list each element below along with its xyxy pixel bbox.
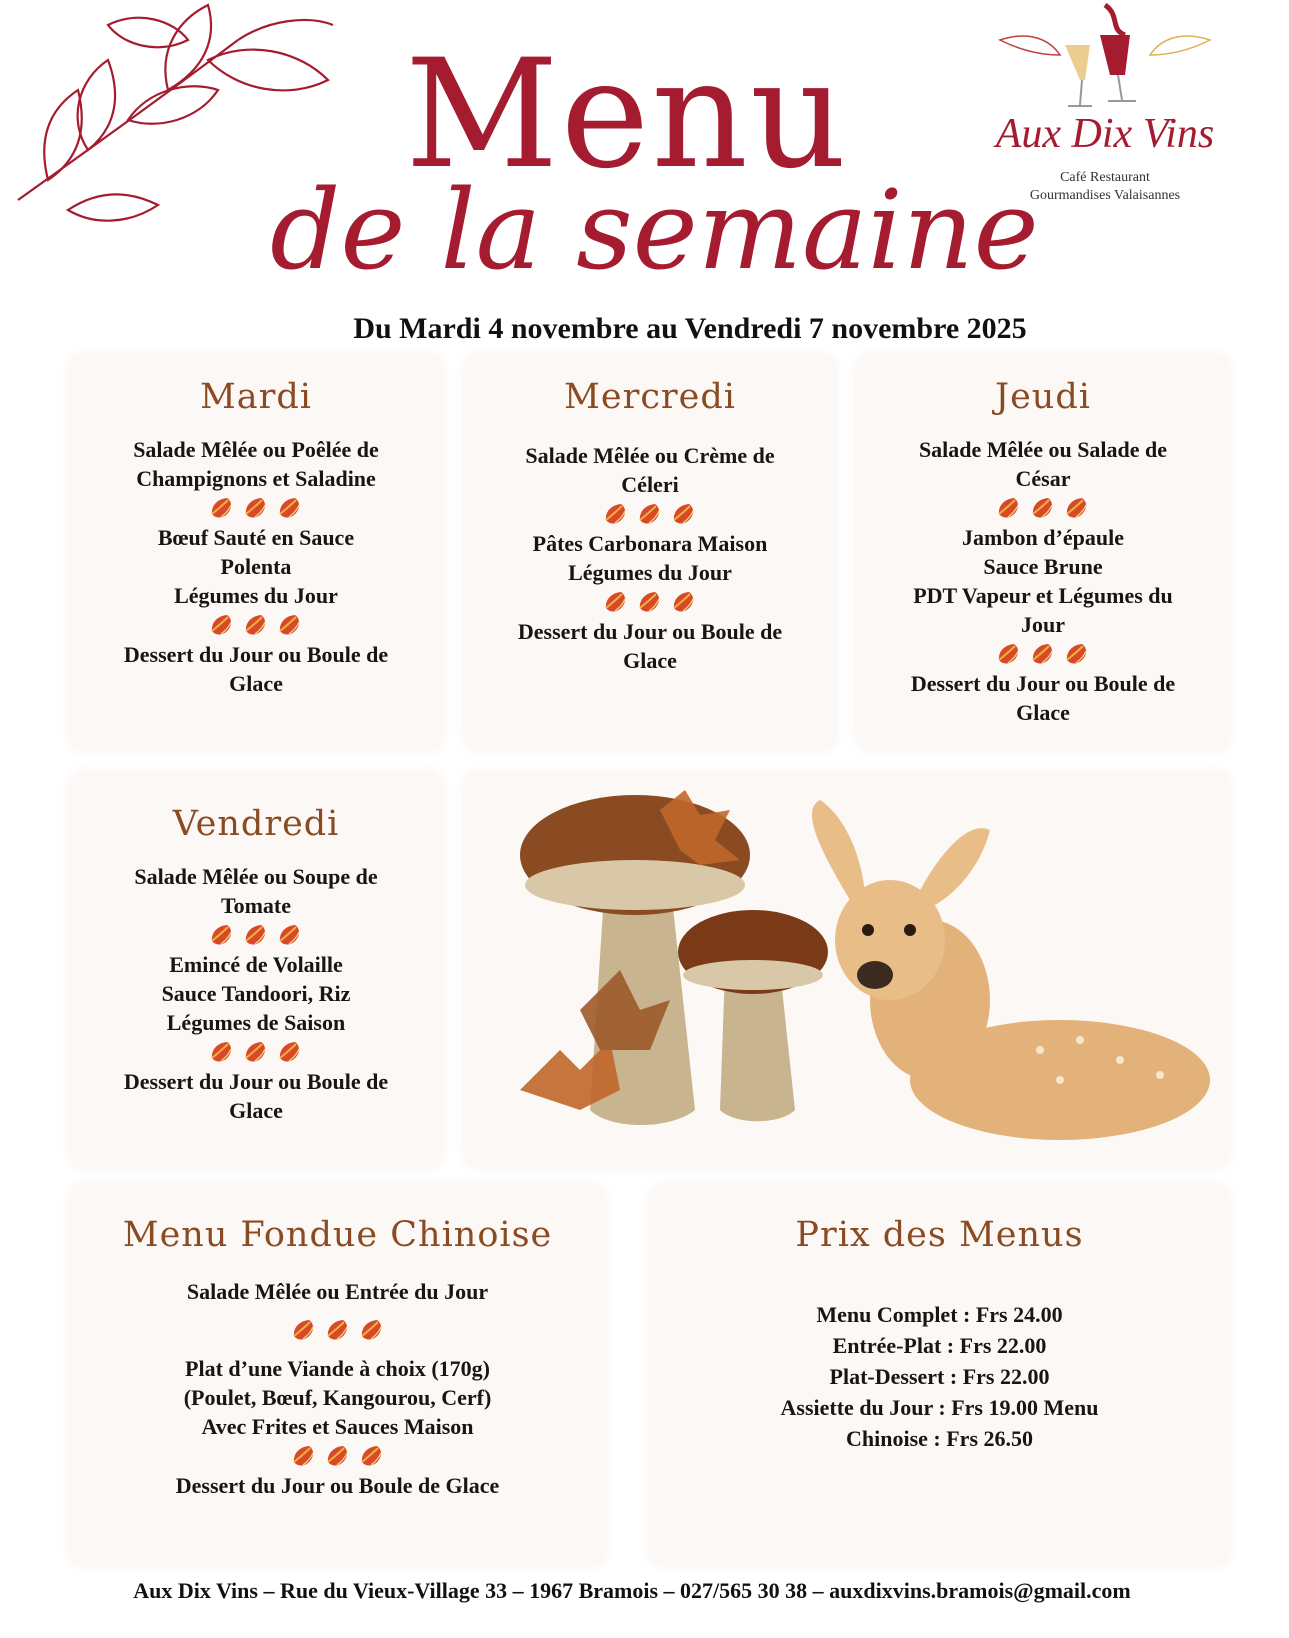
day-card-jeudi bbox=[857, 355, 1229, 750]
price-line: Menu Complet : Frs 24.00 bbox=[816, 1302, 1063, 1327]
autumn-leaf-icon bbox=[603, 502, 629, 526]
leaf-separator bbox=[465, 499, 835, 529]
leaf-separator bbox=[70, 1441, 605, 1471]
price-line: Chinoise : Frs 26.50 bbox=[846, 1426, 1033, 1451]
autumn-leaf-icon bbox=[637, 502, 663, 526]
autumn-leaf-icon bbox=[603, 590, 629, 614]
main-course: Bœuf Sauté en Sauce Polenta Légumes du Jour bbox=[157, 525, 355, 608]
main-course: Plat d’une Viande à choix (170g) (Poulet, Bœuf, Kangourou, Cerf) Avec Frites et Sauces Maison bbox=[183, 1356, 492, 1439]
price-line: Entrée-Plat : Frs 22.00 bbox=[832, 1333, 1047, 1358]
main-course: Emincé de Volaille Sauce Tandoori, Riz Légumes de Saison bbox=[161, 952, 351, 1035]
leaf-separator bbox=[465, 587, 835, 617]
page-subtitle: de la semaine bbox=[270, 166, 1039, 294]
autumn-leaf-icon bbox=[291, 1318, 317, 1342]
autumn-leaf-icon bbox=[243, 613, 269, 637]
leaf-separator bbox=[70, 1306, 605, 1354]
starter: Salade Mêlée ou Soupe de Tomate bbox=[134, 864, 378, 918]
leaf-separator bbox=[70, 1037, 442, 1067]
fawn-icon bbox=[812, 800, 1210, 1140]
price-line: Assiette du Jour : Frs 19.00 Menu bbox=[780, 1395, 1099, 1420]
autumn-leaf-icon bbox=[1064, 496, 1090, 520]
logo-name: Aux Dix Vins bbox=[995, 111, 1215, 157]
autumn-leaf-icon bbox=[291, 1444, 317, 1468]
dessert: Dessert du Jour ou Boule de Glace bbox=[175, 1473, 500, 1498]
autumn-leaf-icon bbox=[996, 642, 1022, 666]
autumn-leaf-icon bbox=[637, 590, 663, 614]
autumn-leaf-icon bbox=[243, 1040, 269, 1064]
autumn-leaf-icon bbox=[277, 496, 303, 520]
day-title: Vendredi bbox=[172, 804, 340, 844]
prices-title: Prix des Menus bbox=[795, 1215, 1084, 1255]
starter: Salade Mêlée ou Salade de César bbox=[918, 437, 1168, 491]
autumn-leaf-icon bbox=[996, 496, 1022, 520]
date-range: Du Mardi 4 novembre au Vendredi 7 novembre 2025 bbox=[353, 312, 1027, 345]
main-course: Pâtes Carbonara Maison Légumes du Jour bbox=[532, 531, 768, 585]
autumn-leaf-icon bbox=[243, 923, 269, 947]
starter: Salade Mêlée ou Entrée du Jour bbox=[186, 1279, 489, 1304]
fondue-title: Menu Fondue Chinoise bbox=[122, 1215, 553, 1255]
day-title: Jeudi bbox=[995, 377, 1091, 417]
fondue-card bbox=[70, 1185, 605, 1565]
wine-glasses-icon bbox=[980, 0, 1230, 115]
restaurant-logo bbox=[940, 0, 1270, 210]
autumn-leaf-icon bbox=[359, 1444, 385, 1468]
leaf-separator bbox=[70, 493, 442, 523]
autumn-leaf-icon bbox=[1030, 642, 1056, 666]
leaf-separator bbox=[857, 639, 1229, 669]
logo-tagline: Gourmandises Valaisannes bbox=[1029, 188, 1181, 203]
day-card-vendredi bbox=[70, 772, 442, 1167]
autumn-leaf-icon bbox=[209, 1040, 235, 1064]
autumn-leaf-icon bbox=[209, 923, 235, 947]
dessert: Dessert du Jour ou Boule de Glace bbox=[910, 671, 1176, 725]
day-title: Mercredi bbox=[564, 377, 736, 417]
autumn-leaf-icon bbox=[277, 1040, 303, 1064]
dessert: Dessert du Jour ou Boule de Glace bbox=[123, 642, 389, 696]
autumn-leaf-icon bbox=[325, 1318, 351, 1342]
day-card-mercredi bbox=[465, 355, 835, 750]
autumn-leaf-icon bbox=[671, 502, 697, 526]
autumn-illustration bbox=[520, 790, 1240, 1170]
main-course: Jambon d’épaule Sauce Brune PDT Vapeur et Légumes du Jour bbox=[913, 525, 1173, 637]
autumn-leaf-icon bbox=[671, 590, 697, 614]
footer-contact: Aux Dix Vins – Rue du Vieux-Village 33 – 1967 Bramois – 027/565 30 38 – auxdixvins.bramois@gmail.com bbox=[133, 1578, 1131, 1603]
page-title: Menu bbox=[405, 28, 849, 202]
autumn-leaf-icon bbox=[209, 613, 235, 637]
leaf-separator bbox=[70, 920, 442, 950]
autumn-leaf-icon bbox=[277, 923, 303, 947]
leaf-separator bbox=[70, 610, 442, 640]
starter: Salade Mêlée ou Poêlée de Champignons et Saladine bbox=[133, 437, 379, 491]
autumn-leaf-icon bbox=[209, 496, 235, 520]
autumn-leaf-icon bbox=[1064, 642, 1090, 666]
dessert: Dessert du Jour ou Boule de Glace bbox=[123, 1069, 389, 1123]
prices-card bbox=[650, 1185, 1229, 1565]
autumn-leaf-icon bbox=[1030, 496, 1056, 520]
logo-tagline: Café Restaurant bbox=[1060, 170, 1150, 185]
price-line: Plat-Dessert : Frs 22.00 bbox=[829, 1364, 1050, 1389]
starter: Salade Mêlée ou Crème de Céleri bbox=[525, 443, 775, 497]
leaf-separator bbox=[857, 493, 1229, 523]
day-card-mardi bbox=[70, 355, 442, 750]
autumn-leaf-icon bbox=[277, 613, 303, 637]
day-title: Mardi bbox=[199, 377, 313, 417]
dessert: Dessert du Jour ou Boule de Glace bbox=[517, 619, 783, 673]
autumn-leaf-icon bbox=[359, 1318, 385, 1342]
price-list bbox=[650, 1299, 1229, 1454]
autumn-leaf-icon bbox=[243, 496, 269, 520]
autumn-leaf-icon bbox=[325, 1444, 351, 1468]
